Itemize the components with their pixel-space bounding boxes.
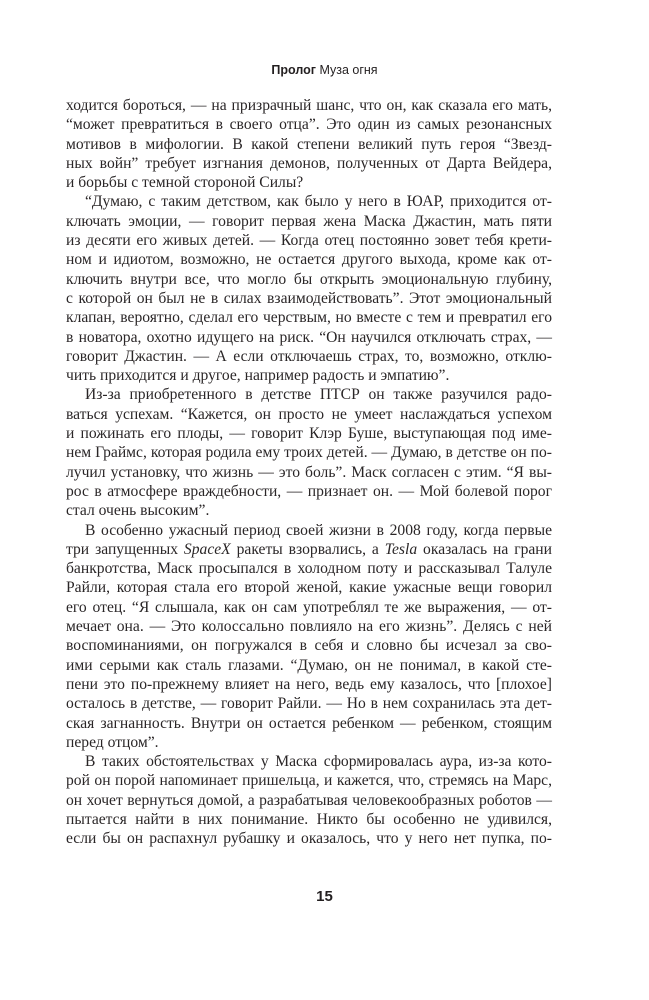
text-line: “может превратиться в своего отца”. Это один из самых резонансных	[66, 116, 552, 134]
text-line: пытается найти в них понимание. Никто бы особенно не удивился,	[66, 810, 552, 828]
text-run: три запущенных	[66, 540, 184, 558]
text-line: рой он порой напоминает пришельца, и кажется, что, стремясь на Марс,	[66, 772, 552, 790]
paragraph-first-line: Из-за приобретенного в детстве ПТСР он также разучился радо-	[85, 386, 552, 404]
text-line: ном и идиотом, возможно, не остается другого выхода, кроме как от-	[66, 251, 552, 269]
italic-term: SpaceX	[183, 540, 231, 558]
text-line: и борьбы с темной стороной Силы?	[66, 174, 304, 192]
text-line: ская загнанность. Внутри он остается ребенком — ребенком, стоящим	[66, 714, 552, 732]
text-line: Райли, которая стала его второй женой, какие ужасные вещи говорил	[66, 579, 552, 597]
text-line: пени это по-прежнему влияет на него, ведь ему казалось, что [плохое]	[66, 675, 552, 693]
text-line: лучил установку, что жизнь — это боль”. Маск согласен с этим. “Я вы-	[66, 463, 552, 481]
text-line: если бы он распахнул рубашку и оказалось, что у него нет пупка, по-	[66, 830, 552, 848]
text-line: чить приходится и другое, например радость и эмпатию”.	[66, 367, 450, 385]
running-head-section: Пролог	[271, 63, 316, 77]
text-line: ими серыми как сталь глазами. “Думаю, он не понимал, в какой сте-	[66, 656, 552, 674]
text-line: в новатора, охотно идущего на риск. “Он научился отключать страх, —	[66, 328, 552, 346]
page-number: 15	[316, 888, 333, 905]
text-line: нем Граймс, которая родила ему троих детей. — Думаю, в детстве он по-	[66, 444, 552, 462]
paragraph-first-line: “Думаю, с таким детством, как было у него в ЮАР, приходится от-	[85, 193, 552, 211]
text-line: мотивов в мифологии. В какой степени великий путь героя “Звезд-	[66, 135, 552, 153]
text-line: ключить внутри все, что могло бы открыть эмоциональную глубину,	[66, 270, 552, 288]
running-head	[0, 62, 649, 78]
running-head-title: Муза огня	[319, 63, 378, 77]
text-line: мечает она. — Это колоссально повлияло на его жизнь”. Делясь с ней	[66, 618, 552, 636]
italic-term: Tesla	[384, 540, 418, 558]
text-line: перед отцом”.	[66, 733, 159, 751]
text-line: банкротства, Маск просыпался в холодном поту и рассказывал Талуле	[66, 560, 552, 578]
text-line: клапан, вероятно, сделал его черствым, но вместе с тем и превратил его	[66, 309, 552, 327]
text-line: ваться успехам. “Кажется, он просто не умеет наслаждаться успехом	[66, 405, 552, 423]
paragraph-first-line: В таких обстоятельствах у Маска сформировалась аура, из-за кото-	[85, 753, 552, 771]
text-line: его отец. “Я слышала, как он сам употреблял те же выражения, — от-	[66, 598, 552, 616]
text-line: говорит Джастин. — А если отключаешь страх, то, возможно, отклю-	[66, 347, 552, 365]
text-line: ных войн” требует изгнания демонов, полученных от Дарта Вейдера,	[66, 154, 552, 172]
text-line: из десяти его живых детей. — Когда отец постоянно зовет тебя крети-	[66, 232, 552, 250]
text-line: с которой он был не в силах взаимодействовать”. Этот эмоциональный	[66, 289, 552, 307]
text-line: и пожинать его плоды, — говорит Клэр Буше, выступающая под име-	[66, 425, 552, 443]
text-line: ключать эмоции, — говорит первая жена Маска Джастин, мать пяти	[66, 212, 552, 230]
text-line: осталось в детстве, — говорит Райли. — Но в нем сохранилась эта дет-	[66, 695, 552, 713]
text-line	[66, 540, 552, 559]
body-text	[66, 96, 552, 849]
text-run: оказалась на грани	[417, 540, 552, 558]
text-line: ходится бороться, — на призрачный шанс, что он, как сказала его мать,	[66, 97, 552, 114]
paragraph-first-line: В особенно ужасный период своей жизни в 2008 году, когда первые	[85, 521, 552, 539]
text-run: ракеты взорвались, а	[230, 540, 385, 558]
text-line: он хочет вернуться домой, а разрабатывая человекообразных роботов —	[66, 791, 552, 809]
text-line: рос в атмосфере враждебности, — признает он. — Мой болевой порог	[66, 482, 552, 500]
text-line: стал очень высоким”.	[66, 502, 210, 520]
text-line: воспоминаниями, он погружался в себя и словно бы исчезал за сво-	[66, 637, 552, 655]
